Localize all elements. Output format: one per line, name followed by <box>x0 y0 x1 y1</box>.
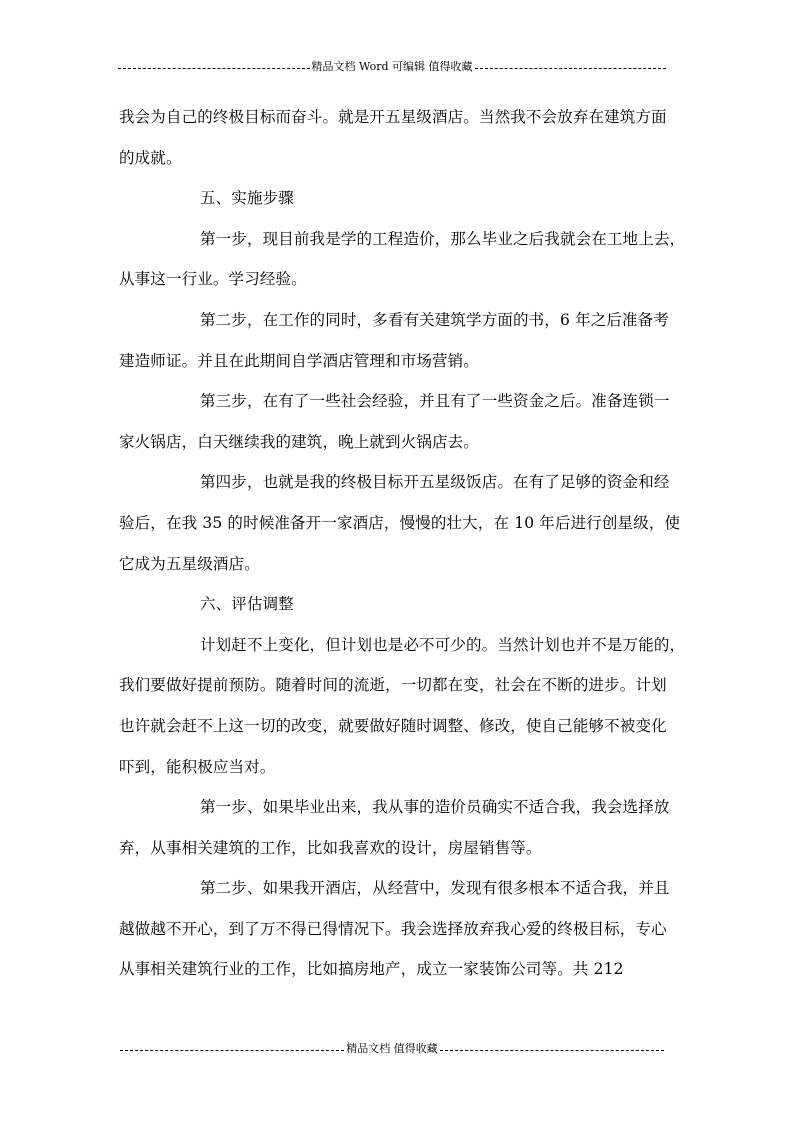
paragraph-line: 第三步，在有了一些社会经验，并且有了一些资金之后。准备连锁一 <box>200 392 670 411</box>
section-heading: 五、实施步骤 <box>200 189 294 208</box>
paragraph-line: 建造师证。并且在此期间自学酒店管理和市场营销。 <box>119 351 479 370</box>
paragraph-line: 验后，在我 35 的时候准备开一家酒店，慢慢的壮大，在 10 年后进行创星级，使 <box>119 513 681 532</box>
paragraph-line: 第一步、如果毕业出来，我从事的造价员确实不适合我，我会选择放 <box>200 798 670 817</box>
footer-banner: 精品文档 值得收藏 <box>346 1042 438 1055</box>
paragraph-line: 从事这一行业。学习经验。 <box>119 270 307 289</box>
paragraph-line: 第二步、如果我开酒店，从经营中，发现有很多根本不适合我，并且 <box>200 879 670 898</box>
header-banner: 精品文档 Word 可编辑 值得收藏 <box>311 60 473 73</box>
paragraph-line: 吓到，能积极应当对。 <box>119 757 276 776</box>
footer-dashes-right <box>440 1050 664 1051</box>
paragraph-line: 的成就。 <box>119 148 182 167</box>
paragraph-line: 我会为自己的终极目标而奋斗。就是开五星级酒店。当然我不会放弃在建筑方面 <box>119 108 667 126</box>
page-footer <box>120 1042 664 1056</box>
paragraph-line: 越做越不开心，到了万不得已得情况下。我会选择放弃我心爱的终极目标，专心 <box>119 919 667 938</box>
header-dashes-left <box>118 68 310 69</box>
footer-dashes-left <box>120 1050 344 1051</box>
page-header <box>118 60 666 74</box>
section-heading: 六、评估调整 <box>200 595 294 614</box>
paragraph-line: 我们要做好提前预防。随着时间的流逝，一切都在变，社会在不断的进步。计划 <box>119 676 667 695</box>
paragraph-line: 它成为五星级酒店。 <box>119 554 260 573</box>
paragraph-line: 也许就会赶不上这一切的改变，就要做好随时调整、修改，使自己能够不被变化 <box>119 716 667 735</box>
document-body <box>119 97 686 990</box>
paragraph-line: 计划赶不上变化，但计划也是必不可少的。当然计划也并不是万能的， <box>200 635 686 654</box>
paragraph-line: 弃，从事相关建筑的工作，比如我喜欢的设计，房屋销售等。 <box>119 838 542 857</box>
paragraph-line: 从事相关建筑行业的工作，比如搞房地产，成立一家装饰公司等。共 212 <box>119 960 624 979</box>
paragraph-line: 第二步，在工作的同时，多看有关建筑学方面的书，6 年之后准备考 <box>200 310 669 329</box>
paragraph-line: 家火锅店，白天继续我的建筑，晚上就到火锅店去。 <box>119 432 479 451</box>
header-dashes-right <box>475 68 667 69</box>
paragraph-line: 第一步，现目前我是学的工程造价，那么毕业之后我就会在工地上去， <box>200 229 686 248</box>
paragraph-line: 第四步，也就是我的终极目标开五星级饭店。在有了足够的资金和经 <box>200 473 670 492</box>
